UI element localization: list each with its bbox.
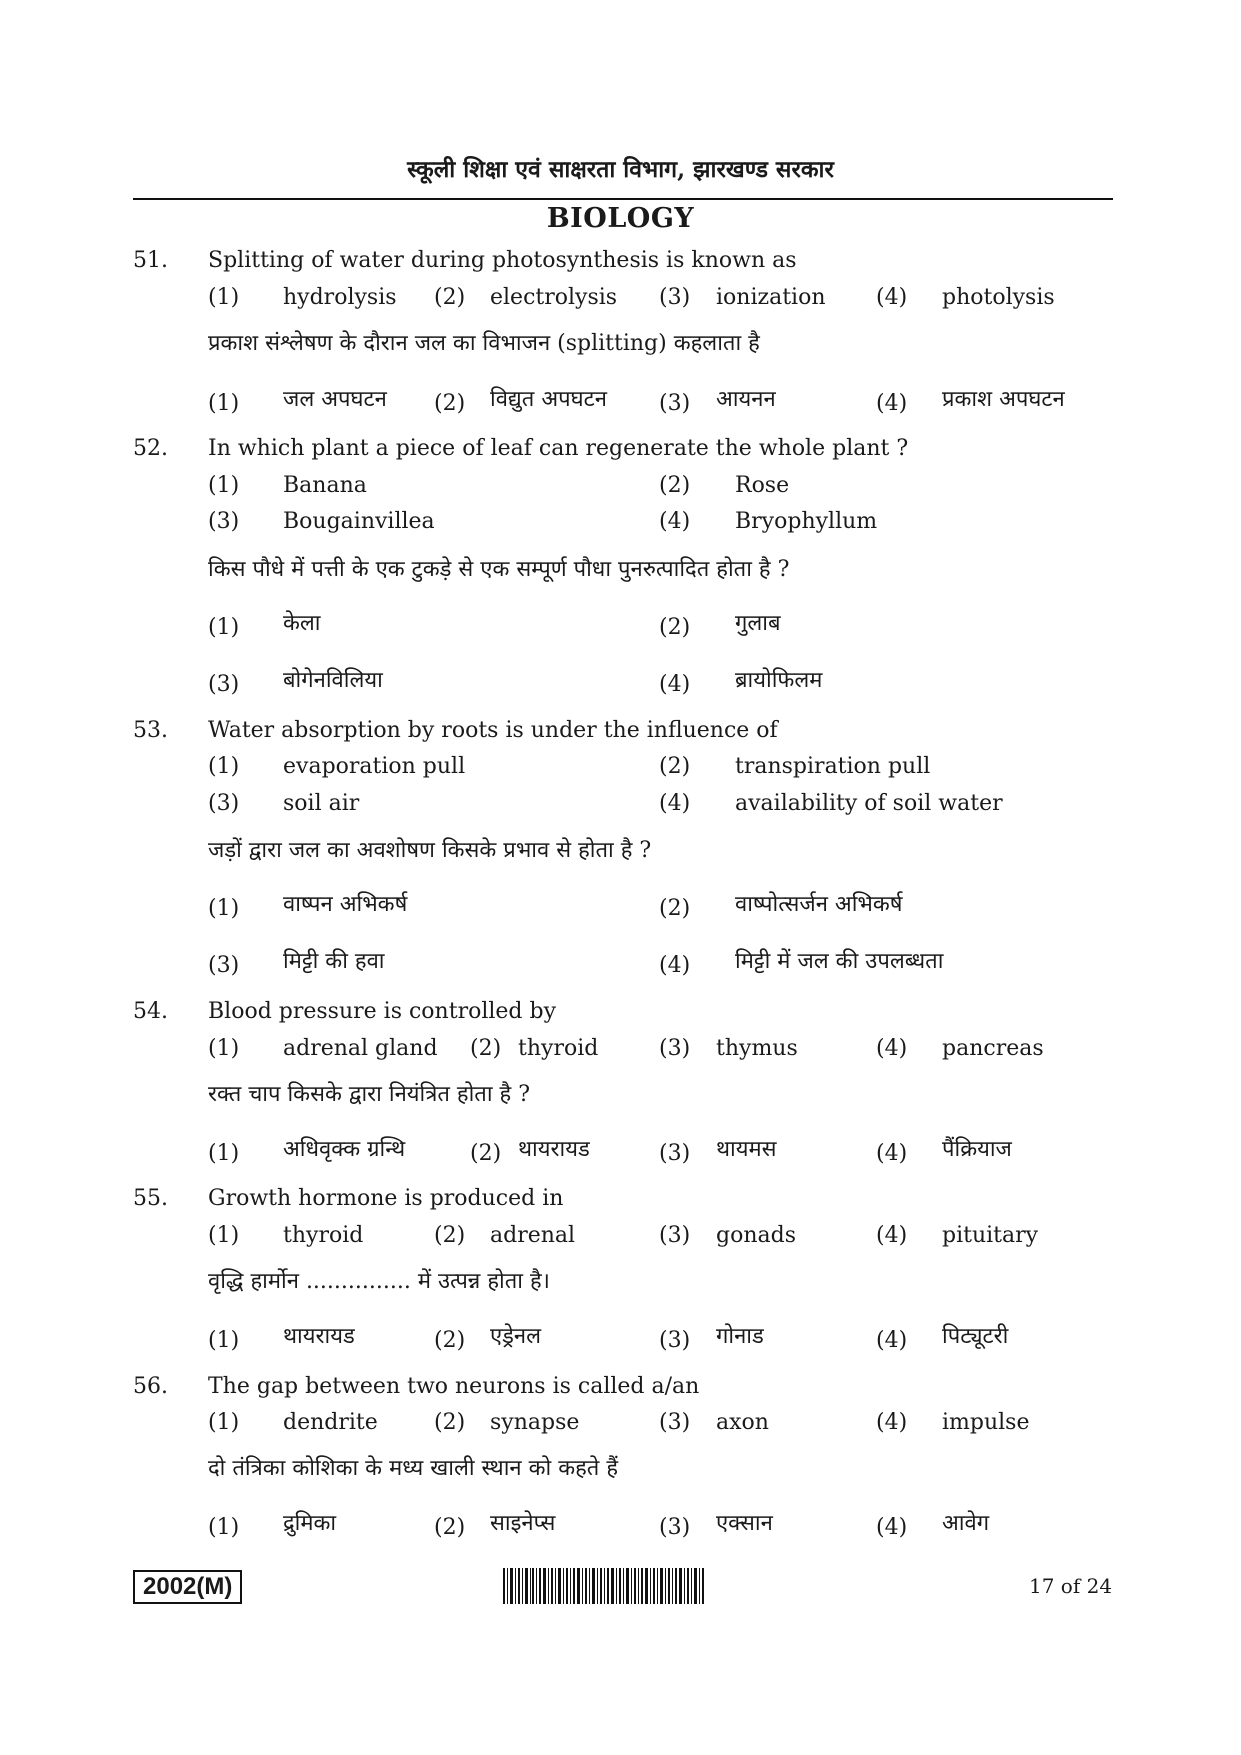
option-label: (4) (659, 509, 691, 534)
option-text-hindi: जल अपघटन (283, 387, 387, 412)
option-label: (4) (876, 1410, 908, 1435)
option-label: (3) (659, 1410, 691, 1435)
question-number: 55. (133, 1186, 168, 1211)
option-label: (2) (434, 285, 466, 310)
option-text-hindi: वाष्पन अभिकर्ष (283, 892, 408, 917)
option-label: (3) (208, 672, 240, 697)
option-label: (1) (208, 285, 240, 310)
option-label: (2) (659, 896, 691, 921)
option-label: (1) (208, 391, 240, 416)
option-text-hindi: एड्रेनल (490, 1324, 542, 1349)
option-text: availability of soil water (735, 791, 1003, 816)
option-label: (3) (659, 391, 691, 416)
option-label: (1) (208, 1036, 240, 1061)
option-text: pancreas (942, 1036, 1044, 1061)
option-label: (2) (434, 391, 466, 416)
option-text-hindi: ब्रायोफिलम (735, 668, 823, 693)
option-label: (3) (208, 791, 240, 816)
option-text: photolysis (942, 285, 1055, 310)
option-text-hindi: बोगेनविलिया (283, 668, 383, 693)
option-label: (2) (659, 473, 691, 498)
option-label: (3) (208, 509, 240, 534)
option-text: gonads (716, 1223, 796, 1248)
option-label: (1) (208, 1223, 240, 1248)
option-text: transpiration pull (735, 754, 931, 779)
option-text: electrolysis (490, 285, 618, 310)
option-label: (2) (434, 1410, 466, 1435)
option-label: (3) (208, 953, 240, 978)
option-label: (2) (659, 754, 691, 779)
option-text: dendrite (283, 1410, 378, 1435)
option-label: (4) (876, 1223, 908, 1248)
option-label: (3) (659, 1515, 691, 1540)
option-label: (3) (659, 1223, 691, 1248)
option-text: thyroid (283, 1223, 364, 1248)
option-label: (4) (659, 791, 691, 816)
option-text: Bryophyllum (735, 509, 878, 534)
question-text-hindi: जड़ों द्वारा जल का अवशोषण किसके प्रभाव से होता है ? (208, 838, 652, 863)
barcode-image (503, 1568, 706, 1604)
department-header: स्कूली शिक्षा एवं साक्षरता विभाग, झारखण्ड सरकार (407, 156, 834, 183)
option-text-hindi: थायरायड (283, 1324, 355, 1349)
option-label: (1) (208, 1515, 240, 1540)
option-label: (4) (876, 391, 908, 416)
option-label: (1) (208, 896, 240, 921)
option-text: Banana (283, 473, 367, 498)
option-label: (3) (659, 1141, 691, 1166)
option-text: evaporation pull (283, 754, 466, 779)
option-text-hindi: गुलाब (735, 611, 781, 636)
option-text-hindi: आवेग (942, 1511, 990, 1536)
option-label: (1) (208, 1410, 240, 1435)
option-text-hindi: अधिवृक्क ग्रन्थि (283, 1137, 406, 1162)
option-label: (2) (470, 1036, 502, 1061)
option-text-hindi: केला (283, 611, 321, 636)
option-label: (4) (659, 953, 691, 978)
option-label: (2) (434, 1223, 466, 1248)
option-text-hindi: द्रुमिका (283, 1511, 337, 1536)
option-text-hindi: थायमस (716, 1137, 777, 1162)
option-label: (4) (876, 1036, 908, 1061)
option-label: (2) (659, 615, 691, 640)
option-label: (4) (876, 1328, 908, 1353)
option-label: (1) (208, 615, 240, 640)
option-text: adrenal gland (283, 1036, 438, 1061)
option-label: (1) (208, 1328, 240, 1353)
option-text: thyroid (518, 1036, 599, 1061)
option-text: axon (716, 1410, 769, 1435)
option-label: (4) (876, 285, 908, 310)
question-number: 53. (133, 718, 168, 743)
question-number: 52. (133, 436, 168, 461)
option-text-hindi: थायरायड (518, 1137, 590, 1162)
option-text: hydrolysis (283, 285, 397, 310)
subject-title: BIOLOGY (546, 203, 695, 234)
option-text-hindi: एक्सान (716, 1511, 773, 1536)
option-text: synapse (490, 1410, 580, 1435)
option-label: (4) (659, 672, 691, 697)
question-text: The gap between two neurons is called a/an (208, 1374, 700, 1399)
option-text-hindi: पिट्यूटरी (942, 1324, 1009, 1349)
question-text: Growth hormone is produced in (208, 1186, 564, 1211)
option-text: Rose (735, 473, 790, 498)
option-text: soil air (283, 791, 360, 816)
option-text-hindi: पैंक्रियाज (942, 1137, 1012, 1162)
option-text-hindi: प्रकाश अपघटन (942, 387, 1065, 412)
option-text: ionization (716, 285, 826, 310)
question-number: 54. (133, 999, 168, 1024)
option-text: thymus (716, 1036, 798, 1061)
option-label: (1) (208, 1141, 240, 1166)
option-label: (1) (208, 473, 240, 498)
option-text-hindi: मिट्टी की हवा (283, 949, 385, 974)
question-text: Water absorption by roots is under the influence of (208, 718, 778, 743)
question-number: 56. (133, 1374, 168, 1399)
option-label: (3) (659, 1036, 691, 1061)
option-text-hindi: विद्युत अपघटन (490, 387, 607, 412)
option-text: pituitary (942, 1223, 1039, 1248)
option-text-hindi: वाष्पोत्सर्जन अभिकर्ष (735, 892, 903, 917)
option-text-hindi: मिट्टी में जल की उपलब्धता (735, 949, 944, 974)
option-text: impulse (942, 1410, 1030, 1435)
option-text-hindi: गोनाड (716, 1324, 764, 1349)
option-label: (3) (659, 1328, 691, 1353)
question-text-hindi: रक्त चाप किसके द्वारा नियंत्रित होता है ? (208, 1082, 530, 1107)
option-label: (2) (470, 1141, 502, 1166)
option-label: (4) (876, 1141, 908, 1166)
question-text-hindi: प्रकाश संश्लेषण के दौरान जल का विभाजन (splitting) कहलाता है (208, 331, 760, 356)
question-text: In which plant a piece of leaf can regenerate the whole plant ? (208, 436, 909, 461)
question-number: 51. (133, 248, 168, 273)
option-label: (1) (208, 754, 240, 779)
question-text-hindi: वृद्धि हार्मोन ............... में उत्पन्न होता है। (208, 1269, 550, 1294)
option-text-hindi: साइनेप्स (490, 1511, 556, 1536)
option-label: (4) (876, 1515, 908, 1540)
question-text-hindi: दो तंत्रिका कोशिका के मध्य खाली स्थान को कहते हैं (208, 1456, 619, 1481)
option-text-hindi: आयनन (716, 387, 776, 412)
question-text: Splitting of water during photosynthesis is known as (208, 248, 797, 273)
option-text: adrenal (490, 1223, 576, 1248)
option-label: (2) (434, 1328, 466, 1353)
question-text: Blood pressure is controlled by (208, 999, 557, 1024)
option-label: (2) (434, 1515, 466, 1540)
option-label: (3) (659, 285, 691, 310)
page-number: 17 of 24 (1029, 1574, 1113, 1598)
paper-code-box: 2002(M) (133, 1570, 242, 1604)
option-text: Bougainvillea (283, 509, 435, 534)
question-text-hindi: किस पौधे में पत्ती के एक टुकड़े से एक सम्पूर्ण पौधा पुनरुत्पादित होता है ? (208, 557, 790, 582)
header-rule (133, 198, 1113, 200)
